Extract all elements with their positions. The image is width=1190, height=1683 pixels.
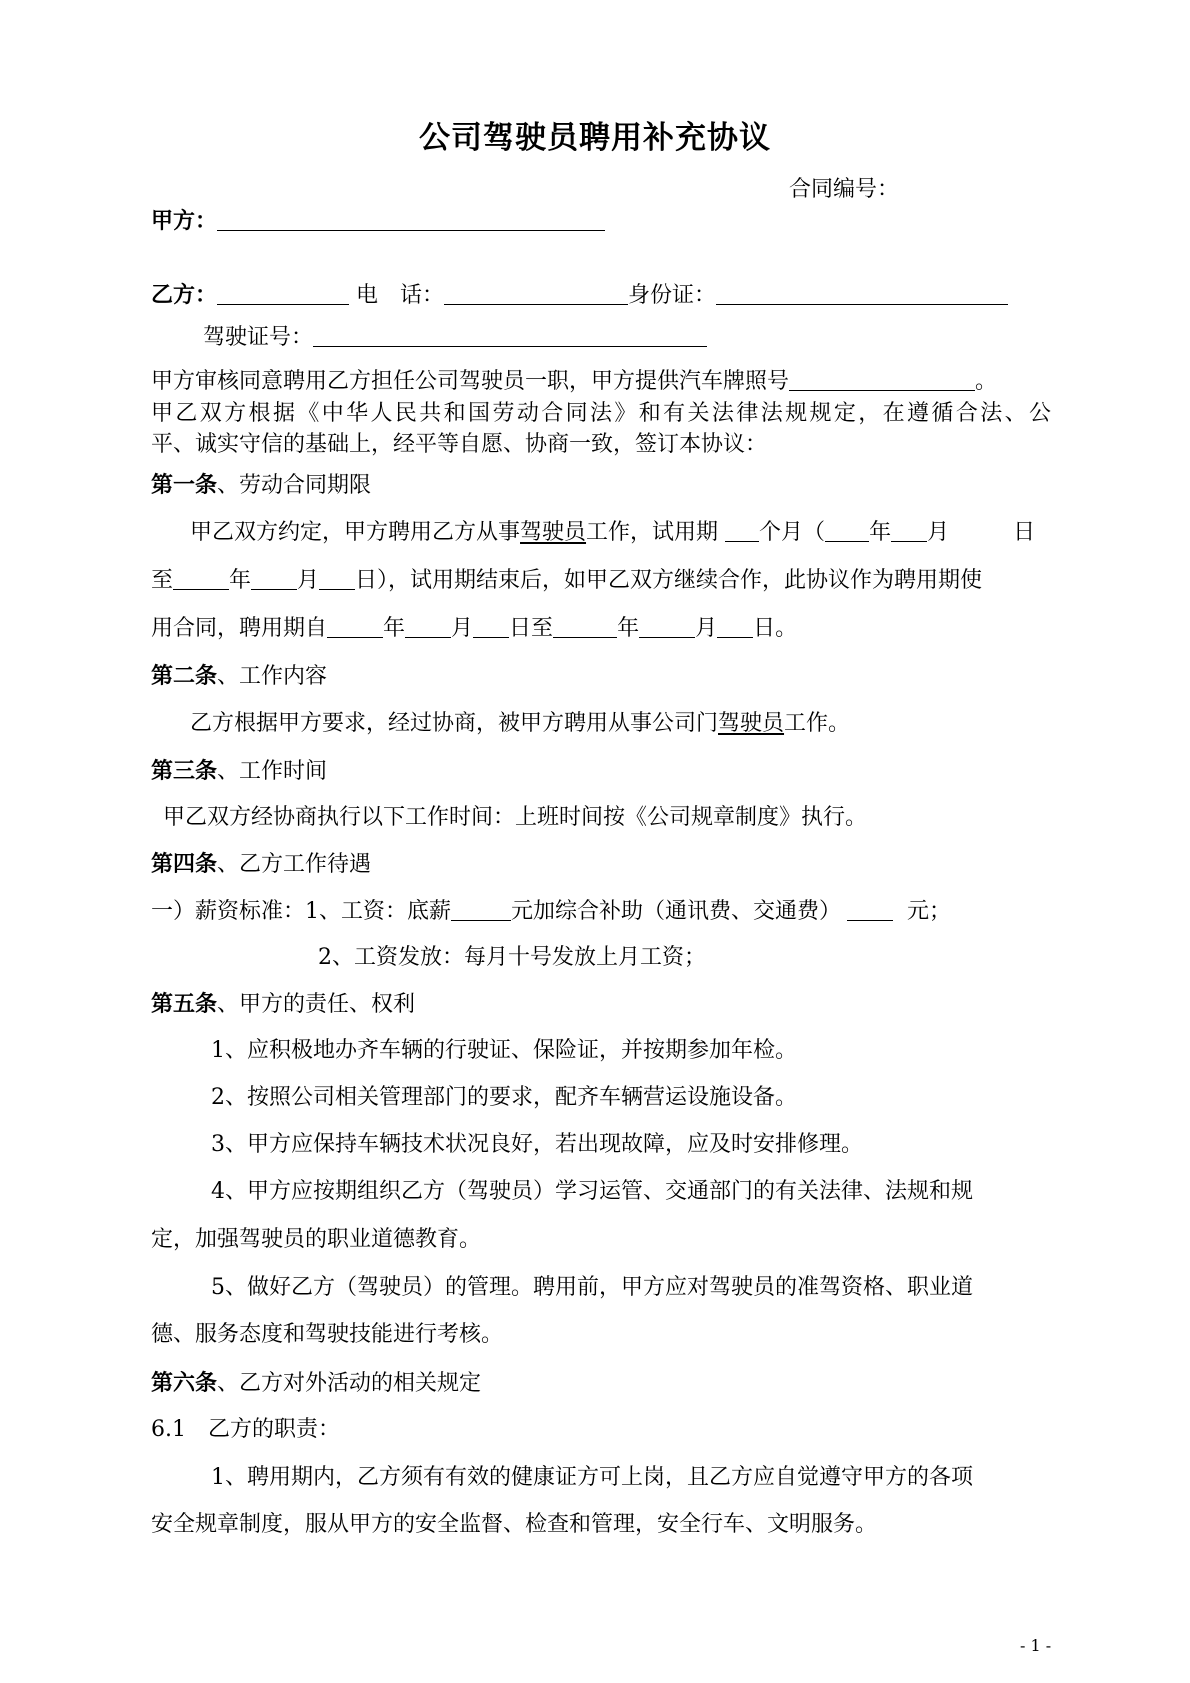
id-card-blank[interactable] xyxy=(716,282,1008,305)
article-4-heading xyxy=(151,850,371,879)
party-a-row xyxy=(151,207,605,236)
text: 月 xyxy=(297,568,320,593)
text: 日。 xyxy=(753,616,798,641)
text: 甲乙双方约定，甲方聘用乙方从事 xyxy=(190,520,521,545)
probation-end-day-blank[interactable] xyxy=(319,567,355,590)
text: 工作。 xyxy=(784,711,851,736)
intro-line-1 xyxy=(151,368,997,396)
text: 日至 xyxy=(509,616,554,641)
article-5-item-4-line-2: 定，加强驾驶员的职业道德教育。 xyxy=(151,1227,482,1252)
probation-start-year-blank[interactable] xyxy=(825,519,869,542)
article-5-item-1: 1、应积极地办齐车辆的行驶证、保险证，并按期参加年检。 xyxy=(211,1038,797,1063)
article-3-number: 第三条 xyxy=(151,758,218,784)
term-start-day-blank[interactable] xyxy=(473,615,509,638)
allowance-blank[interactable] xyxy=(847,898,893,921)
article-5-item-5-line-2: 德、服务态度和驾驶技能进行考核。 xyxy=(151,1322,504,1347)
license-blank[interactable] xyxy=(313,324,707,347)
probation-months-blank[interactable] xyxy=(725,519,759,542)
page-title: 公司驾驶员聘用补充协议 xyxy=(419,120,771,156)
article-5-item-5-line-1: 5、做好乙方（驾驶员）的管理。聘用前，甲方应对驾驶员的准驾资格、职业道 xyxy=(211,1275,973,1300)
party-b-name-blank[interactable] xyxy=(217,282,349,305)
article-6-item-1-line-2: 安全规章制度，服从甲方的安全监督、检查和管理，安全行车、文明服务。 xyxy=(151,1512,878,1537)
article-1-title: 、劳动合同期限 xyxy=(217,473,372,498)
article-1-line-1 xyxy=(190,519,1035,547)
intro-line-2: 甲乙双方根据《中华人民共和国劳动合同法》和有关法律法规规定，在遵循合法、公 xyxy=(151,401,1051,426)
salary-line-1 xyxy=(151,898,951,926)
text: 年 xyxy=(383,616,406,641)
article-1-number: 第一条 xyxy=(151,472,218,498)
term-start-year-blank[interactable] xyxy=(327,615,383,638)
text: 日），试用期结束后，如甲乙双方继续合作，此协议作为聘用期使 xyxy=(355,568,983,593)
probation-end-month-blank[interactable] xyxy=(251,567,297,590)
term-end-month-blank[interactable] xyxy=(639,615,695,638)
license-plate-blank[interactable] xyxy=(789,368,975,391)
text: 月 xyxy=(927,520,950,545)
text: 月 xyxy=(451,616,474,641)
article-2-paragraph xyxy=(190,710,850,738)
probation-end-year-blank[interactable] xyxy=(173,567,229,590)
party-b-row xyxy=(151,281,1008,310)
phone-blank[interactable] xyxy=(444,282,628,305)
term-end-day-blank[interactable] xyxy=(717,615,753,638)
contract-number-label: 合同编号： xyxy=(789,177,900,202)
phone-label: 电 话： xyxy=(356,283,445,308)
intro-line-3: 平、诚实守信的基础上，经平等自愿、协商一致，签订本协议： xyxy=(151,432,768,457)
article-6-title: 、乙方对外活动的相关规定 xyxy=(217,1371,482,1396)
text: 至 xyxy=(151,568,174,593)
text: 个月（ xyxy=(759,520,826,545)
article-3-title: 、工作时间 xyxy=(217,759,328,784)
article-3-heading xyxy=(151,757,327,786)
article-2-heading xyxy=(151,662,327,691)
text: 用合同，聘用期自 xyxy=(151,616,328,641)
intro-period: 。 xyxy=(975,369,998,394)
article-6-number: 第六条 xyxy=(151,1370,218,1396)
probation-start-month-blank[interactable] xyxy=(891,519,927,542)
text: 乙方根据甲方要求，经过协商，被甲方聘用从事公司门 xyxy=(190,711,719,736)
party-a-blank[interactable] xyxy=(217,208,605,231)
article-5-item-3: 3、甲方应保持车辆技术状况良好，若出现故障，应及时安排修理。 xyxy=(211,1132,863,1157)
text: 元加综合补助（通讯费、交通费） xyxy=(511,899,842,924)
term-start-month-blank[interactable] xyxy=(405,615,451,638)
article-5-heading xyxy=(151,990,415,1019)
article-2-title: 、工作内容 xyxy=(217,664,328,689)
underlined-role: 驾驶员 xyxy=(718,711,785,736)
article-1-line-3 xyxy=(151,615,797,643)
term-end-year-blank[interactable] xyxy=(553,615,617,638)
text: 元； xyxy=(907,899,952,924)
article-5-number: 第五条 xyxy=(151,991,218,1017)
article-6-subsection: 6.1 乙方的职责： xyxy=(151,1417,340,1442)
article-1-heading xyxy=(151,471,371,500)
text: 工作，试用期 xyxy=(586,520,719,545)
text: 年 xyxy=(869,520,892,545)
article-6-heading xyxy=(151,1369,481,1398)
text: 月 xyxy=(695,616,718,641)
article-5-item-2: 2、按照公司相关管理部门的要求，配齐车辆营运设施设备。 xyxy=(211,1085,797,1110)
text: 一）薪资标准：1、工资：底薪 xyxy=(151,899,451,924)
page-number: - 1 - xyxy=(1020,1636,1052,1655)
salary-line-2: 2、工资发放：每月十号发放上月工资； xyxy=(318,945,706,970)
article-2-number: 第二条 xyxy=(151,663,218,689)
article-4-title: 、乙方工作待遇 xyxy=(217,852,372,877)
underlined-role: 驾驶员 xyxy=(520,520,587,545)
article-6-item-1-line-1: 1、聘用期内，乙方须有有效的健康证方可上岗，且乙方应自觉遵守甲方的各项 xyxy=(211,1465,973,1490)
article-5-item-4-line-1: 4、甲方应按期组织乙方（驾驶员）学习运管、交通部门的有关法律、法规和规 xyxy=(211,1179,973,1204)
text: 年 xyxy=(617,616,640,641)
text: 日 xyxy=(1013,520,1036,545)
article-4-number: 第四条 xyxy=(151,851,218,877)
text: 年 xyxy=(229,568,252,593)
license-label: 驾驶证号： xyxy=(203,325,314,350)
party-b-label: 乙方： xyxy=(151,282,218,308)
article-3-paragraph: 甲乙双方经协商执行以下工作时间：上班时间按《公司规章制度》执行。 xyxy=(163,805,868,830)
base-salary-blank[interactable] xyxy=(451,898,511,921)
article-1-line-2 xyxy=(151,567,982,595)
intro-text-1: 甲方审核同意聘用乙方担任公司驾驶员一职，甲方提供汽车牌照号 xyxy=(151,369,790,394)
party-a-label: 甲方： xyxy=(151,208,218,234)
license-row xyxy=(203,324,707,352)
id-card-label: 身份证： xyxy=(628,283,717,308)
article-5-title: 、甲方的责任、权利 xyxy=(217,992,416,1017)
